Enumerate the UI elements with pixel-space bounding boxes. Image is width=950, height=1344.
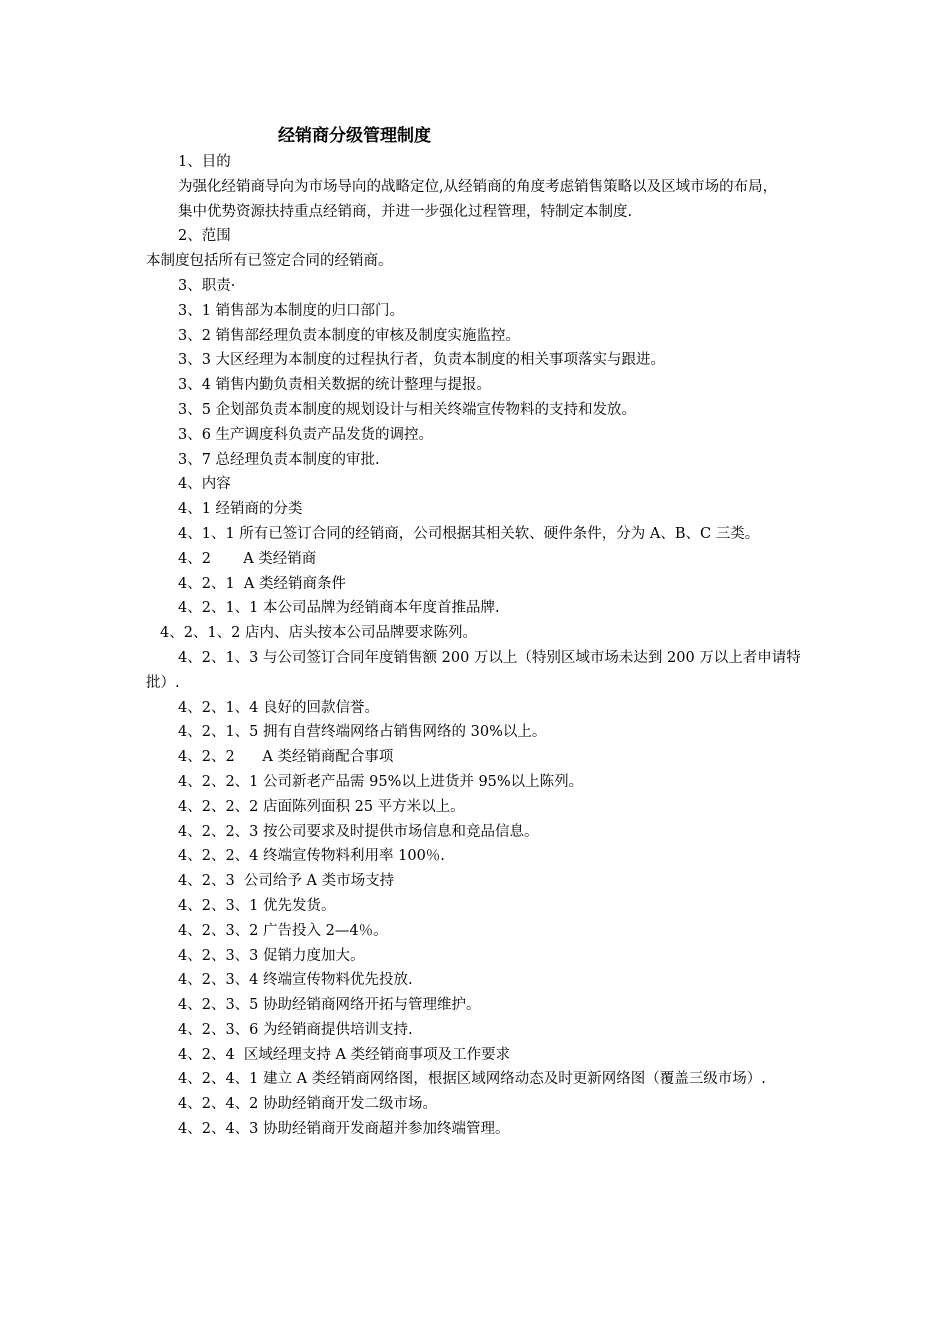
paragraph: 4、内容 <box>178 476 231 493</box>
paragraph: 3、4 销售内勤负责相关数据的统计整理与提报。 <box>178 377 492 394</box>
paragraph: 3、5 企划部负责本制度的规划设计与相关终端宣传物料的支持和发放。 <box>178 401 637 418</box>
paragraph: 4、2、1 A 类经销商条件 <box>178 575 346 592</box>
paragraph: 为强化经销商导向为市场导向的战略定位,从经销商的角度考虑销售策略以及区域市场的布局， <box>178 178 778 195</box>
paragraph: 本制度包括所有已签定合同的经销商。 <box>146 253 393 270</box>
paragraph: 集中优势资源扶持重点经销商，并进一步强化过程管理，特制定本制度. <box>178 203 633 220</box>
paragraph: 2、范围 <box>178 228 231 245</box>
paragraph: 4、2、2 A 类经销商配合事项 <box>178 749 394 766</box>
paragraph: 4、2、3、1 优先发货。 <box>178 897 336 914</box>
paragraph: 4、2、2、3 按公司要求及时提供市场信息和竞品信息。 <box>178 823 539 840</box>
paragraph: 4、2、1、4 良好的回款信誉。 <box>178 699 380 716</box>
paragraph: 4、2、3、4 终端宣传物料优先投放. <box>178 972 413 989</box>
paragraph: 4、2、3、6 为经销商提供培训支持. <box>178 1021 413 1038</box>
paragraph: 4、1、1 所有已签订合同的经销商，公司根据其相关软、硬件条件，分为 A、B、C 三类。 <box>178 525 760 542</box>
paragraph: 3、7 总经理负责本制度的审批. <box>178 451 380 468</box>
paragraph: 4、2、4、3 协助经销商开发商超并参加终端管理。 <box>178 1121 510 1138</box>
paragraph: 4、2、3 公司给予 A 类市场支持 <box>178 873 395 890</box>
paragraph: 4、2、1、3 与公司签订合同年度销售额 200 万以上（特别区域市场未达到 200 万以上者申请特批）. <box>146 649 801 691</box>
paragraph: 4、2、3、3 促销力度加大。 <box>178 947 365 964</box>
paragraph: 4、2、4、2 协助经销商开发二级市场。 <box>178 1096 438 1113</box>
paragraph: 4、2、3、2 广告投入 2—4％。 <box>178 922 388 939</box>
paragraph: 4、2、1、2 店内、店头按本公司品牌要求陈列。 <box>160 625 478 642</box>
paragraph: 4、2、1、5 拥有自营终端网络占销售网络的 30%以上。 <box>178 724 547 741</box>
paragraph: 3、1 销售部为本制度的归口部门。 <box>178 302 405 319</box>
paragraph: 3、职责· <box>178 277 236 294</box>
paragraph: 1、目的 <box>178 154 231 170</box>
paragraph: 3、2 销售部经理负责本制度的审核及制度实施监控。 <box>178 327 521 344</box>
paragraph: 4、2、2、1 公司新老产品需 95%以上进货并 95%以上陈列。 <box>178 773 584 790</box>
paragraph: 4、2、2、2 店面陈列面积 25 平方米以上。 <box>178 798 465 815</box>
document-body <box>146 150 810 1142</box>
paragraph: 4、1 经销商的分类 <box>178 501 303 518</box>
paragraph: 3、3 大区经理为本制度的过程执行者，负责本制度的相关事项落实与跟进。 <box>178 352 666 369</box>
paragraph: 4、2 A 类经销商 <box>178 550 317 567</box>
paragraph: 4、2、2、4 终端宣传物料利用率 100％. <box>178 848 445 865</box>
paragraph: 4、2、4、1 建立 A 类经销商网络图，根据区域网络动态及时更新网络图（覆盖三级市场）. <box>178 1071 766 1088</box>
document-title: 经销商分级管理制度 <box>278 126 431 146</box>
paragraph: 4、2、4 区域经理支持 A 类经销商事项及工作要求 <box>178 1046 511 1063</box>
paragraph: 4、2、1、1 本公司品牌为经销商本年度首推品牌. <box>178 600 500 617</box>
paragraph: 4、2、3、5 协助经销商网络开拓与管理维护。 <box>178 997 481 1014</box>
paragraph: 3、6 生产调度科负责产品发货的调控。 <box>178 426 434 443</box>
